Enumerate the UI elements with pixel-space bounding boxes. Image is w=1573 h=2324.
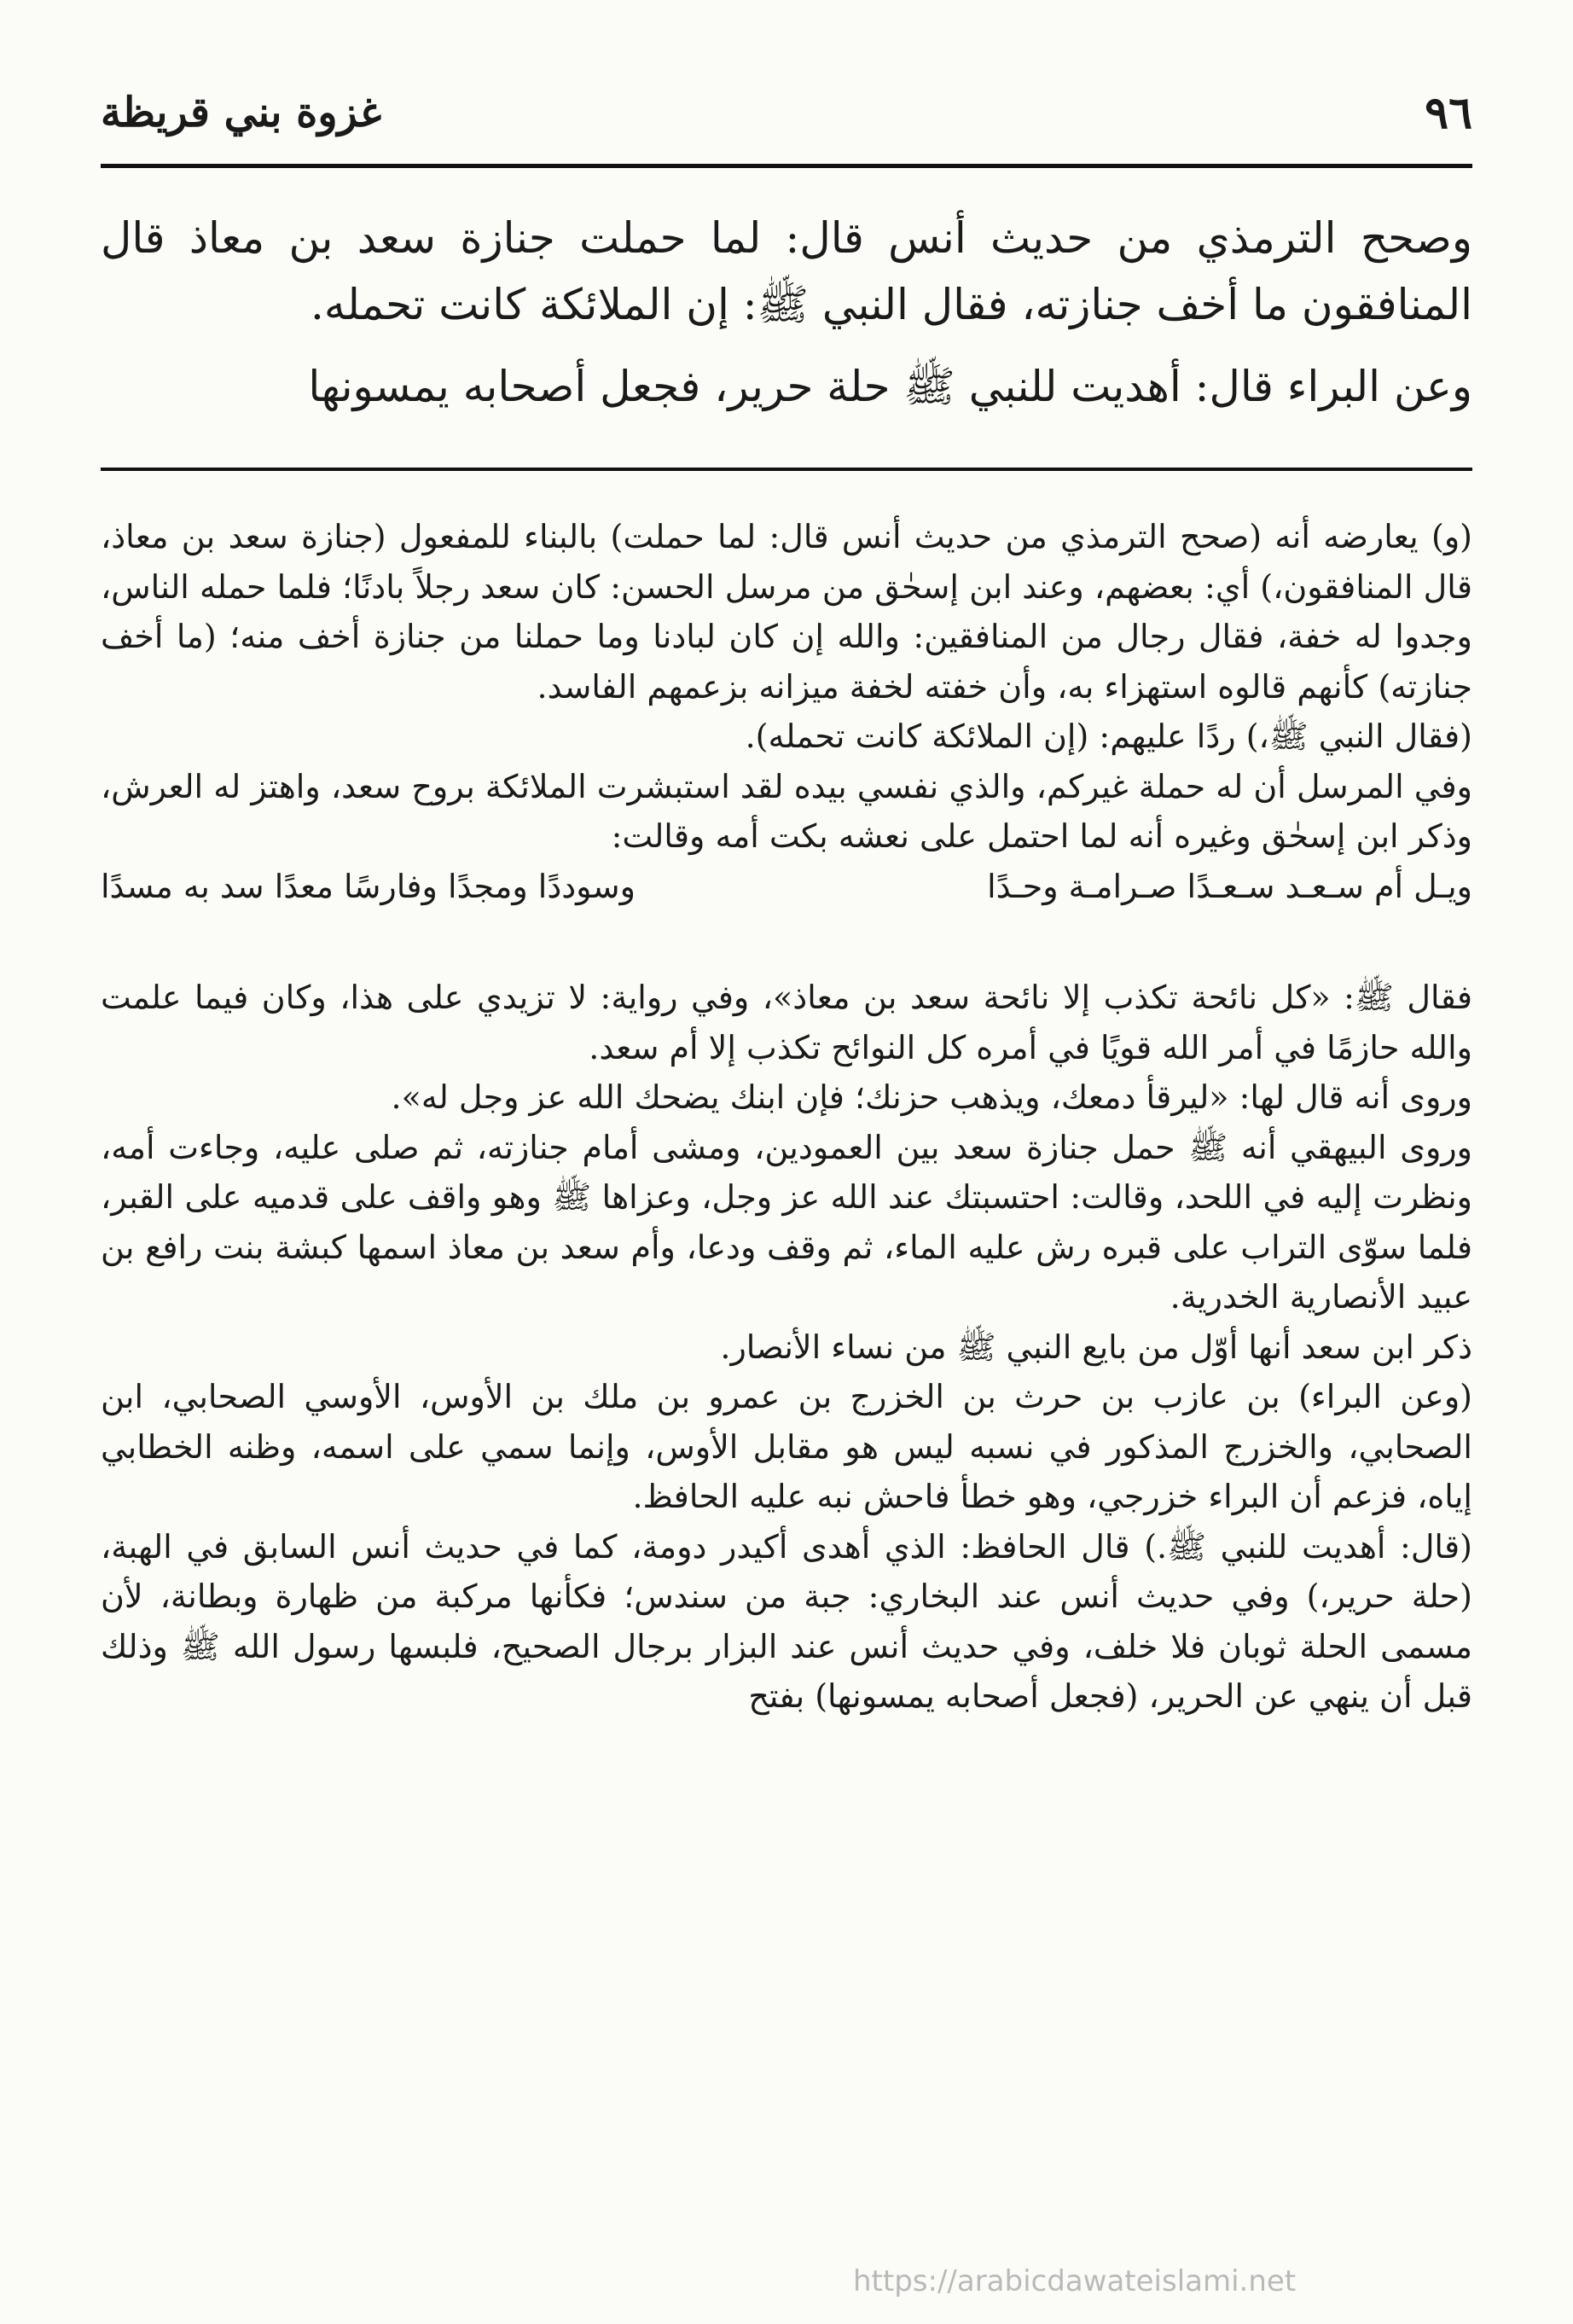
- main-paragraph-2: وعن البراء قال: أهديت للنبي ﷺ حلة حرير، فجعل أصحابه يمسونها: [308, 362, 1472, 411]
- poem-hemistich-left: وسوددًا ومجدًا وفارسًا معدًا سد به مسدًا: [101, 867, 636, 905]
- poem-hemistich-right: ويـل أم سـعـد سـعـدًا صـرامـة وحـدًا: [987, 867, 1472, 905]
- commentary-paragraph: (فقال النبي ﷺ،) ردًا عليهم: (إن الملائكة كانت تحمله).: [745, 718, 1472, 755]
- commentary-paragraph: (و) يعارضه أنه (صحح الترمذي من حديث أنس قال: لما حملت) بالبناء للمفعول (جنازة سعد بن معاذ، قال المنافقون،) أي: بعضهم، وعند ابن إسحٰق من مرسل الحسن: كان سعد رجلاً بادنًا؛ فلما حمله الناس، وجدوا له خفة، فقال رجال من المنافقين: والله إن كان لبادنا وما حملنا من جنازة أخف منه؛ (ما أخف جنازته) كأنهم قالوه استهزاء به، وأن خفته لخفة ميزانه بزعمهم الفاسد.: [101, 518, 1472, 706]
- commentary-paragraph: (قال: أهديت للنبي ﷺ.) قال الحافظ: الذي أهدى أكيدر دومة، كما في حديث أنس السابق في الهبة، (حلة حرير،) وفي حديث أنس عند البخاري: جبة من سندس؛ فكأنها مركبة من ظهارة وبطانة، لأن مسمى الحلة ثوبان فلا خلف، وفي حديث أنس عند البزار برجال الصحيح، فلبسها رسول الله ﷺ وذلك قبل أن ينهي عن الحرير، (فجعل أصحابه يمسونها) بفتح: [101, 1527, 1472, 1715]
- main-paragraph-1: وصحح الترمذي من حديث أنس قال: لما حملت جنازة سعد بن معاذ قال المنافقون ما أخف جنازته، فقال النبي ﷺ: إن الملائكة كانت تحمله.: [101, 213, 1472, 329]
- poem-verse: [101, 862, 1472, 912]
- page-number: ٩٦: [1425, 86, 1472, 139]
- running-title: غزوة بني قريظة: [101, 89, 382, 137]
- watermark-url: https://arabicdawateislami.net: [853, 2264, 1297, 2298]
- commentary-paragraph: وروى البيهقي أنه ﷺ حمل جنازة سعد بين العمودين، ومشى أمام جنازته، ثم صلى عليه، وجاءت أمه، ونظرت إليه في اللحد، وقالت: احتسبتك عند الله عز وجل، وعزاها ﷺ وهو واقف على قدميه على القبر، فلما سوّى التراب على قبره رش عليه الماء، ثم وقف ودعا، وأم سعد بن معاذ اسمها كبشة بنت رافع بن عبيد الأنصارية الخدرية.: [101, 1128, 1473, 1316]
- main-text: [101, 205, 1472, 435]
- commentary-paragraph: وروى أنه قال لها: «ليرقأ دمعك، ويذهب حزنك؛ فإن ابنك يضحك الله عز وجل له».: [391, 1078, 1472, 1116]
- page-header: [101, 78, 1472, 147]
- header-rule: [101, 164, 1472, 168]
- commentary-paragraph: وفي المرسل أن له حملة غيركم، والذي نفسي بيده لقد استبشرت الملائكة بروح سعد، واهتز له العرش، وذكر ابن إسحٰق وغيره أنه لما احتمل على نعشه بكت أمه وقالت:: [101, 767, 1472, 855]
- commentary-paragraph: ذكر ابن سعد أنها أوّل من بايع النبي ﷺ من نساء الأنصار.: [720, 1328, 1472, 1366]
- section-divider: [101, 468, 1472, 471]
- commentary-paragraph: (وعن البراء) بن عازب بن حرث بن الخزرج بن عمرو بن ملك بن الأوس، الأوسي الصحابي، ابن الصحابي، والخزرج المذكور في نسبه ليس هو مقابل الأوس، وإنما سمي على اسمه، وظنه الخطابي إياه، فزعم أن البراء خزرجي، وهو خطأ فاحش نبه عليه الحافظ.: [101, 1378, 1472, 1515]
- commentary-text: [101, 512, 1472, 1722]
- commentary-paragraph: فقال ﷺ: «كل نائحة تكذب إلا نائحة سعد بن معاذ»، وفي رواية: لا تزيدي على هذا، وكان فيما علمت والله حازمًا في أمر الله قويًا في أمره كل النوائح تكذب إلا أم سعد.: [101, 979, 1472, 1066]
